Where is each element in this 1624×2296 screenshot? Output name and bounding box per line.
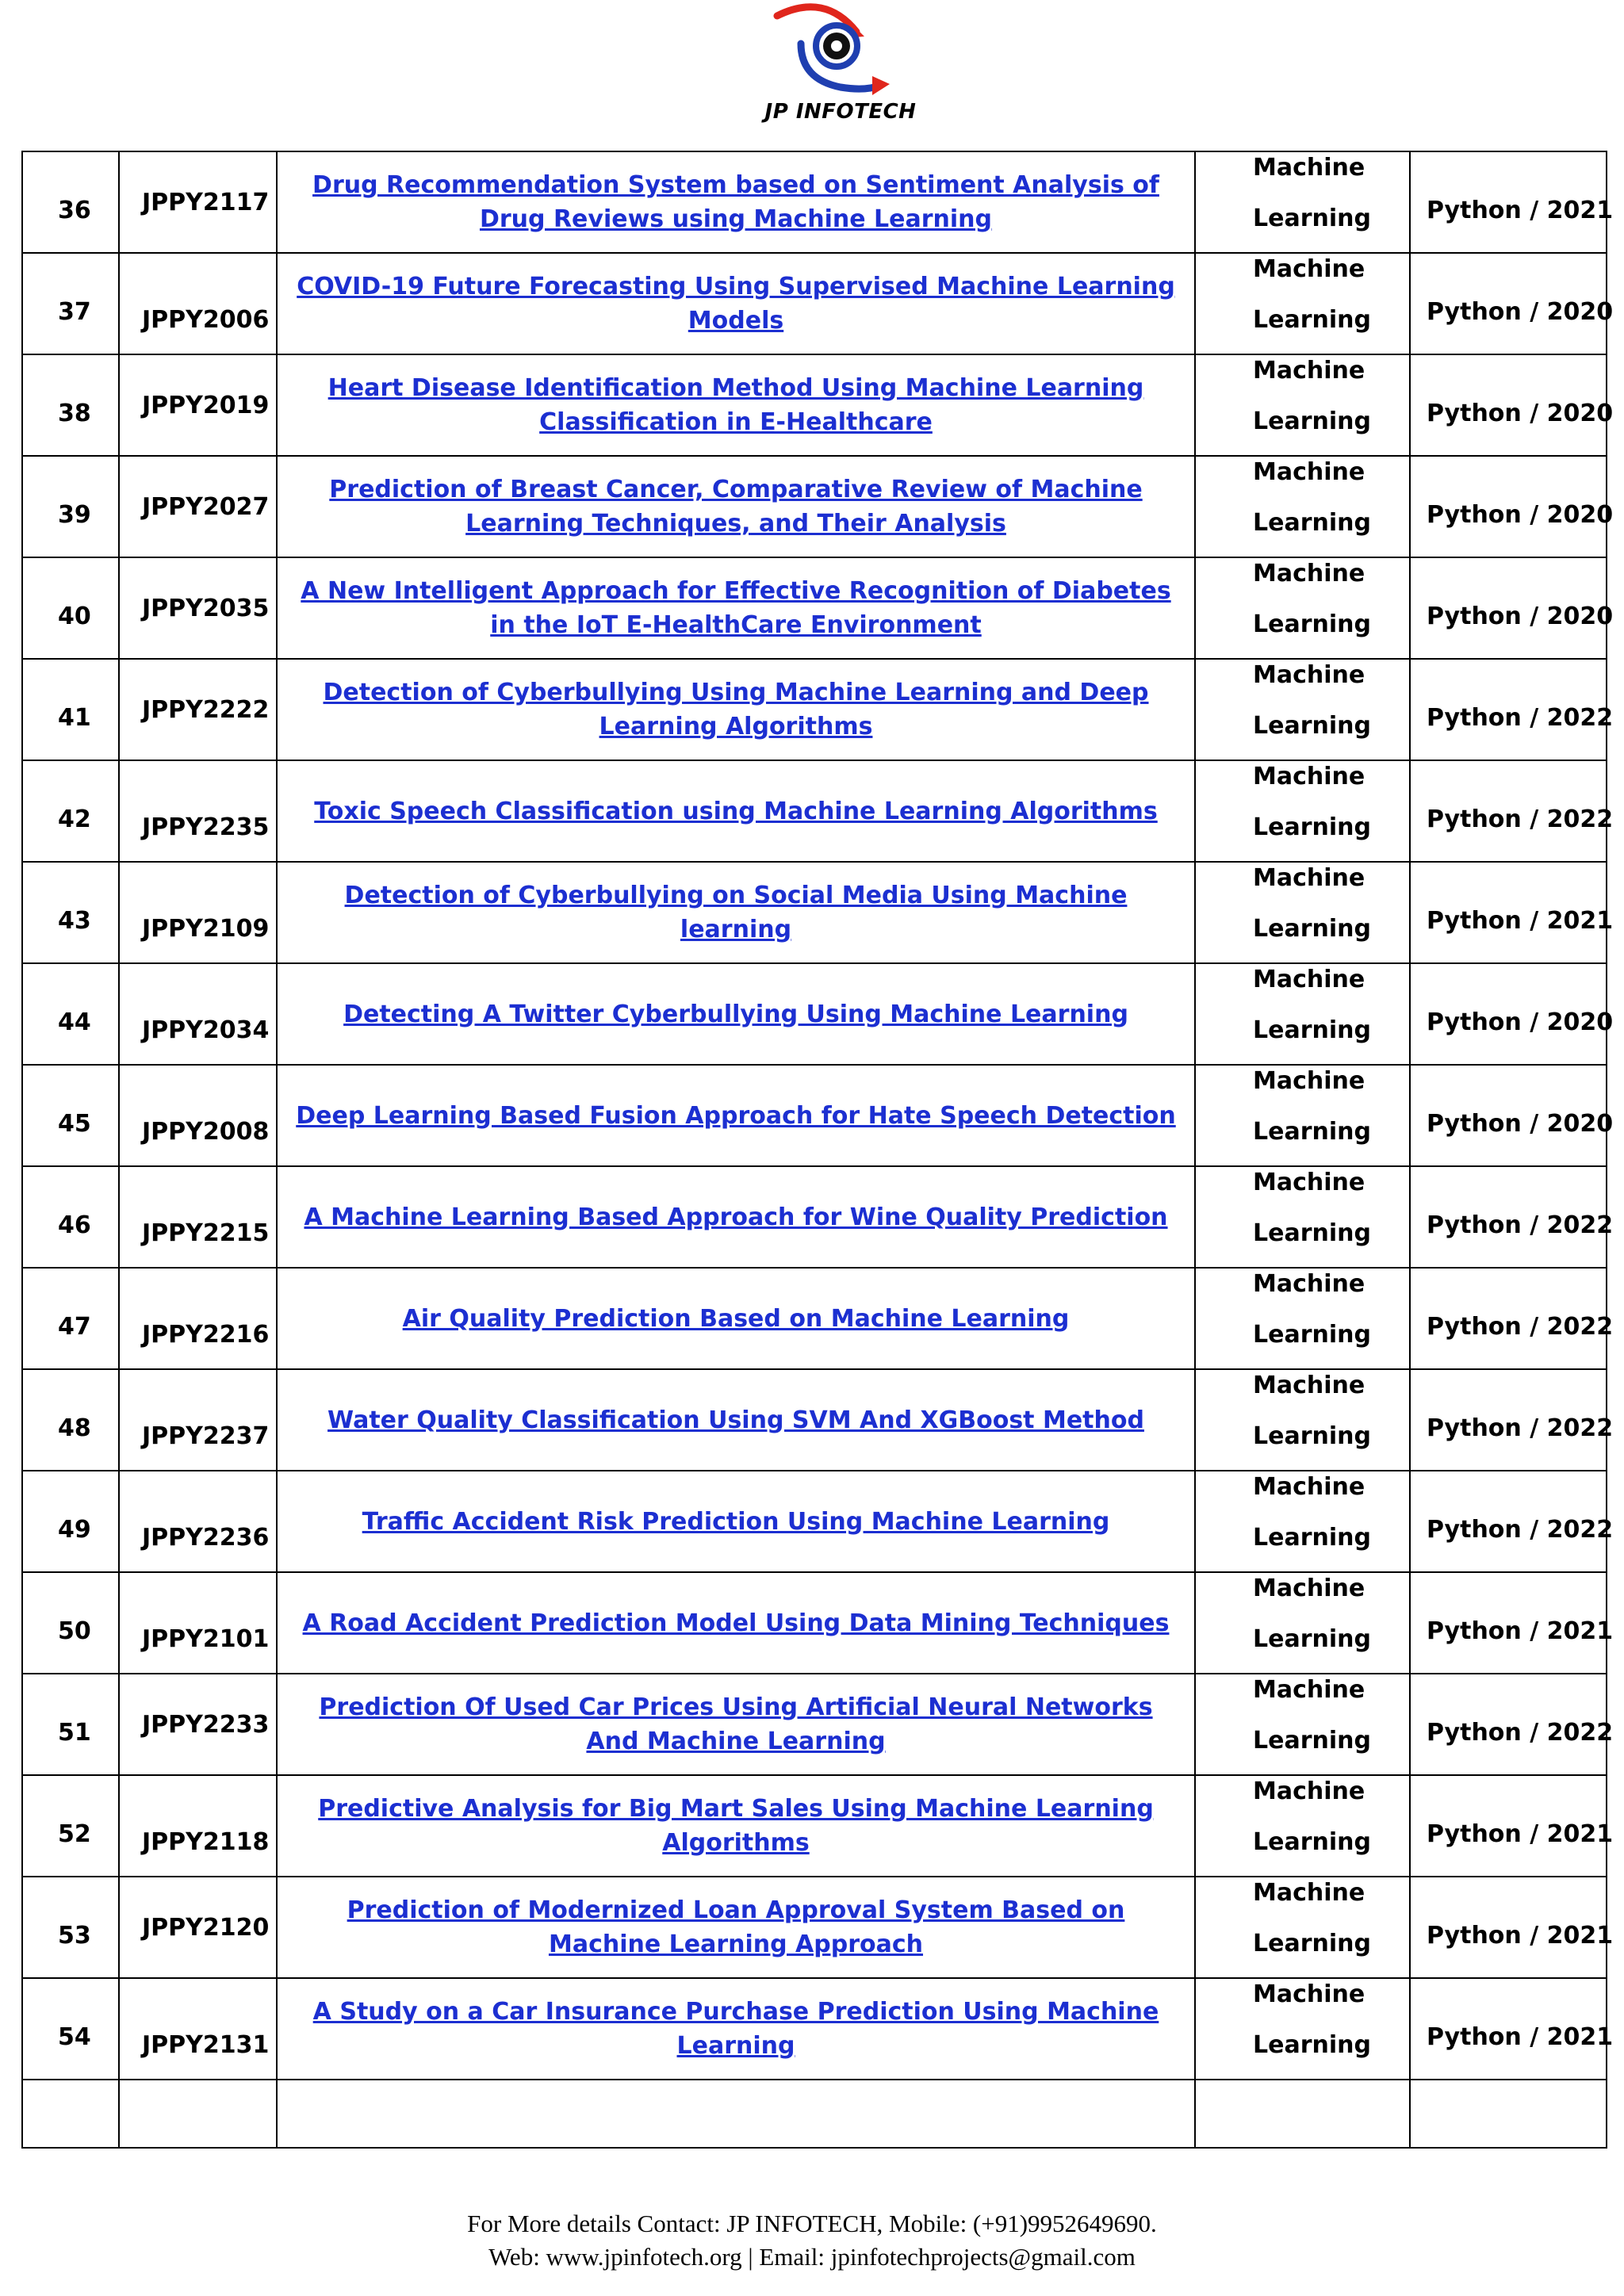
domain-label-line2: Learning <box>1253 1321 1371 1349</box>
project-title-link[interactable]: Air Quality Prediction Based on Machine Learning <box>402 1304 1070 1333</box>
project-title-link[interactable]: A Road Accident Prediction Model Using Data Mining Techniques <box>302 1609 1170 1637</box>
table-row <box>22 1978 1607 2080</box>
serial-number: 52 <box>58 1820 91 1848</box>
logo-emblem-icon <box>753 0 928 99</box>
language-year: Python / 2022 <box>1427 1313 1614 1341</box>
language-year: Python / 2021 <box>1427 1922 1614 1950</box>
table-row <box>22 1369 1607 1471</box>
table-row <box>22 354 1607 456</box>
serial-number: 45 <box>58 1110 91 1138</box>
project-title-link[interactable]: Detection of Cyberbullying on Social Media Using Machine learning <box>344 882 1128 943</box>
table-row <box>22 253 1607 354</box>
serial-number: 38 <box>58 400 91 427</box>
project-title-link[interactable]: A Study on a Car Insurance Purchase Prediction Using Machine Learning <box>312 1998 1159 2060</box>
table-row <box>22 1166 1607 1268</box>
project-title-link[interactable]: Water Quality Classification Using SVM And XGBoost Method <box>327 1406 1144 1434</box>
language-year: Python / 2022 <box>1427 1516 1614 1544</box>
domain-label-line2: Learning <box>1253 1219 1371 1247</box>
domain-label-line2: Learning <box>1253 610 1371 638</box>
language-year: Python / 2020 <box>1427 603 1614 630</box>
domain-label-line2: Learning <box>1253 1930 1371 1957</box>
domain-label: Machine <box>1253 255 1365 283</box>
serial-number: 36 <box>58 197 91 224</box>
language-year: Python / 2021 <box>1427 197 1614 224</box>
domain-label-line2: Learning <box>1253 1828 1371 1856</box>
table-row <box>22 1471 1607 1572</box>
contact-footer <box>0 2207 1624 2274</box>
project-title-link[interactable]: Detection of Cyberbullying Using Machine Learning and Deep Learning Algorithms <box>323 679 1149 740</box>
project-code: JPPY2233 <box>142 1711 270 1739</box>
project-code: JPPY2118 <box>142 1828 270 1856</box>
project-title-link[interactable]: Prediction Of Used Car Prices Using Artificial Neural Networks And Machine Learning <box>319 1693 1153 1755</box>
language-year: Python / 2020 <box>1427 298 1614 326</box>
table-row <box>22 151 1607 253</box>
domain-label: Machine <box>1253 1676 1365 1704</box>
domain-label-line2: Learning <box>1253 1625 1371 1653</box>
domain-label-line2: Learning <box>1253 813 1371 841</box>
table-row <box>22 760 1607 862</box>
language-year: Python / 2020 <box>1427 1008 1614 1036</box>
domain-label: Machine <box>1253 1777 1365 1805</box>
serial-number: 40 <box>58 603 91 630</box>
project-code: JPPY2019 <box>142 392 270 419</box>
domain-label: Machine <box>1253 864 1365 892</box>
project-code: JPPY2101 <box>142 1625 270 1653</box>
project-title-link[interactable]: Toxic Speech Classification using Machine Learning Algorithms <box>314 797 1158 825</box>
project-code: JPPY2117 <box>142 189 270 216</box>
domain-label: Machine <box>1253 357 1365 385</box>
table-row <box>22 1268 1607 1369</box>
domain-label-line2: Learning <box>1253 1727 1371 1755</box>
domain-label-line2: Learning <box>1253 1422 1371 1450</box>
project-title-link[interactable]: Prediction of Breast Cancer, Comparative Review of Machine Learning Techniques, and Their Analysis <box>329 476 1143 538</box>
serial-number: 50 <box>58 1617 91 1645</box>
project-code: JPPY2216 <box>142 1321 270 1349</box>
domain-label: Machine <box>1253 458 1365 486</box>
serial-number: 39 <box>58 501 91 529</box>
project-code: JPPY2034 <box>142 1016 270 1044</box>
serial-number: 54 <box>58 2023 91 2051</box>
project-title-link[interactable]: Prediction of Modernized Loan Approval System Based on Machine Learning Approach <box>347 1896 1125 1958</box>
footer-web-email-line: Web: www.jpinfotech.org | Email: jpinfotechprojects@gmail.com <box>488 2243 1136 2271</box>
domain-label-line2: Learning <box>1253 915 1371 943</box>
language-year: Python / 2020 <box>1427 1110 1614 1138</box>
domain-label: Machine <box>1253 1067 1365 1095</box>
serial-number: 43 <box>58 907 91 935</box>
project-title-link[interactable]: A New Intelligent Approach for Effective Recognition of Diabetes in the IoT E-HealthCare Environment <box>301 577 1171 639</box>
project-title-link[interactable]: Detecting A Twitter Cyberbullying Using Machine Learning <box>343 1000 1128 1028</box>
project-code: JPPY2236 <box>142 1524 270 1552</box>
project-code: JPPY2035 <box>142 595 270 622</box>
serial-number: 48 <box>58 1414 91 1442</box>
project-code: JPPY2222 <box>142 696 270 724</box>
table-row <box>22 1572 1607 1674</box>
company-logo <box>745 0 936 135</box>
language-year: Python / 2021 <box>1427 1617 1614 1645</box>
domain-label-line2: Learning <box>1253 1118 1371 1146</box>
footer-contact-line: For More details Contact: JP INFOTECH, Mobile: (+91)9952649690. <box>467 2210 1157 2237</box>
language-year: Python / 2022 <box>1427 1414 1614 1442</box>
domain-label: Machine <box>1253 1372 1365 1399</box>
domain-label: Machine <box>1253 661 1365 689</box>
domain-label: Machine <box>1253 966 1365 993</box>
project-code: JPPY2006 <box>142 306 270 334</box>
language-year: Python / 2022 <box>1427 704 1614 732</box>
table-row <box>22 1877 1607 1978</box>
project-title-link[interactable]: Heart Disease Identification Method Using Machine Learning Classification in E-Healthcare <box>327 374 1144 436</box>
language-year: Python / 2022 <box>1427 806 1614 833</box>
domain-label: Machine <box>1253 1473 1365 1501</box>
empty-table-row <box>22 2080 1607 2148</box>
project-table <box>21 151 1614 2149</box>
project-title-link[interactable]: COVID-19 Future Forecasting Using Supervised Machine Learning Models <box>297 273 1175 335</box>
project-code: JPPY2131 <box>142 2031 270 2059</box>
domain-label: Machine <box>1253 154 1365 182</box>
serial-number: 44 <box>58 1008 91 1036</box>
domain-label-line2: Learning <box>1253 509 1371 537</box>
domain-label-line2: Learning <box>1253 408 1371 435</box>
project-code: JPPY2027 <box>142 493 270 521</box>
domain-label: Machine <box>1253 1169 1365 1196</box>
language-year: Python / 2021 <box>1427 2023 1614 2051</box>
serial-number: 41 <box>58 704 91 732</box>
table-row <box>22 963 1607 1065</box>
project-code: JPPY2120 <box>142 1914 270 1942</box>
domain-label: Machine <box>1253 1879 1365 1907</box>
serial-number: 42 <box>58 806 91 833</box>
domain-label: Machine <box>1253 560 1365 587</box>
language-year: Python / 2022 <box>1427 1719 1614 1747</box>
project-code: JPPY2008 <box>142 1118 270 1146</box>
table-row <box>22 1065 1607 1166</box>
serial-number: 37 <box>58 298 91 326</box>
domain-label: Machine <box>1253 763 1365 790</box>
domain-label-line2: Learning <box>1253 2031 1371 2059</box>
domain-label-line2: Learning <box>1253 306 1371 334</box>
project-code: JPPY2109 <box>142 915 270 943</box>
serial-number: 46 <box>58 1211 91 1239</box>
language-year: Python / 2020 <box>1427 501 1614 529</box>
domain-label-line2: Learning <box>1253 712 1371 740</box>
table-row <box>22 456 1607 557</box>
project-title-link[interactable]: A Machine Learning Based Approach for Wine Quality Prediction <box>304 1203 1168 1231</box>
domain-label: Machine <box>1253 1575 1365 1602</box>
domain-label-line2: Learning <box>1253 205 1371 232</box>
table-row <box>22 862 1607 963</box>
project-code: JPPY2235 <box>142 813 270 841</box>
serial-number: 49 <box>58 1516 91 1544</box>
domain-label-line2: Learning <box>1253 1524 1371 1552</box>
serial-number: 47 <box>58 1313 91 1341</box>
language-year: Python / 2022 <box>1427 1211 1614 1239</box>
language-year: Python / 2020 <box>1427 400 1614 427</box>
project-title-link[interactable]: Drug Recommendation System based on Sentiment Analysis of Drug Reviews using Machine Learning <box>312 171 1159 233</box>
domain-label: Machine <box>1253 1270 1365 1298</box>
project-code: JPPY2215 <box>142 1219 270 1247</box>
project-code: JPPY2237 <box>142 1422 270 1450</box>
table-row <box>22 557 1607 659</box>
project-title-link[interactable]: Traffic Accident Risk Prediction Using Machine Learning <box>362 1507 1110 1536</box>
domain-label: Machine <box>1253 1980 1365 2008</box>
project-title-link[interactable]: Predictive Analysis for Big Mart Sales Using Machine Learning Algorithms <box>318 1795 1154 1857</box>
project-title-link[interactable]: Deep Learning Based Fusion Approach for Hate Speech Detection <box>296 1101 1176 1130</box>
table-row <box>22 1674 1607 1775</box>
domain-label-line2: Learning <box>1253 1016 1371 1044</box>
serial-number: 51 <box>58 1719 91 1747</box>
table-row <box>22 1775 1607 1877</box>
logo-text: JP INFOTECH <box>764 100 917 124</box>
language-year: Python / 2021 <box>1427 907 1614 935</box>
serial-number: 53 <box>58 1922 91 1950</box>
table-row <box>22 659 1607 760</box>
language-year: Python / 2021 <box>1427 1820 1614 1848</box>
